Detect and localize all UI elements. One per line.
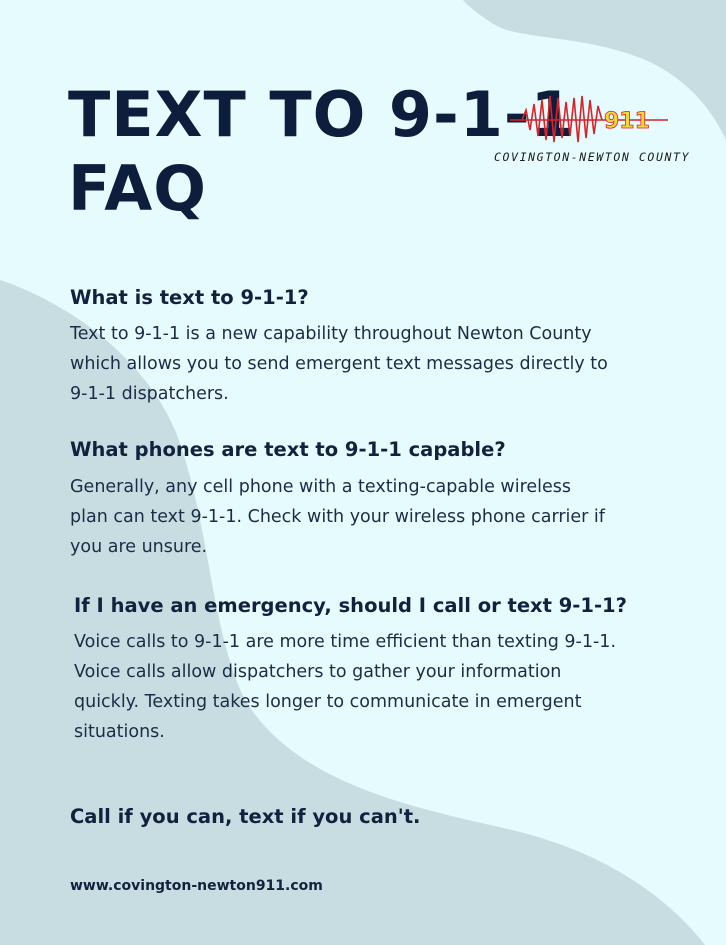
answer-line: quickly. Texting takes longer to communicate in emergent (74, 692, 582, 712)
answer-line: you are unsure. (70, 537, 208, 557)
tagline: Call if you can, text if you can't. (70, 805, 421, 828)
answer-line: situations. (74, 722, 165, 742)
title-line-1: TEXT TO 9-1-1 (68, 78, 575, 151)
answer-line: plan can text 9-1-1. Check with your wireless phone carrier if (70, 507, 605, 527)
answer-line: 9-1-1 dispatchers. (70, 384, 229, 404)
answer-capable-phones (70, 472, 670, 562)
answer-line: which allows you to send emergent text messages directly to (70, 354, 608, 374)
answer-line: Voice calls allow dispatchers to gather your information (74, 662, 562, 682)
website-url: www.covington-newton911.com (70, 878, 323, 894)
logo-number: 911 (604, 109, 650, 134)
question-capable-phones: What phones are text to 9-1-1 capable? (70, 438, 506, 461)
answer-line: Text to 9-1-1 is a new capability throughout Newton County (70, 324, 592, 344)
question-what-is-text: What is text to 9-1-1? (70, 286, 309, 309)
answer-what-is-text (70, 319, 670, 409)
answer-line: Voice calls to 9-1-1 are more time efficient than texting 9-1-1. (74, 632, 617, 652)
title-line-2: FAQ (68, 152, 207, 225)
question-call-or-text: If I have an emergency, should I call or text 9-1-1? (74, 594, 627, 617)
answer-call-or-text (74, 627, 674, 747)
logo-caption: COVINGTON-NEWTON COUNTY (494, 150, 691, 164)
answer-line: Generally, any cell phone with a texting-capable wireless (70, 477, 572, 497)
